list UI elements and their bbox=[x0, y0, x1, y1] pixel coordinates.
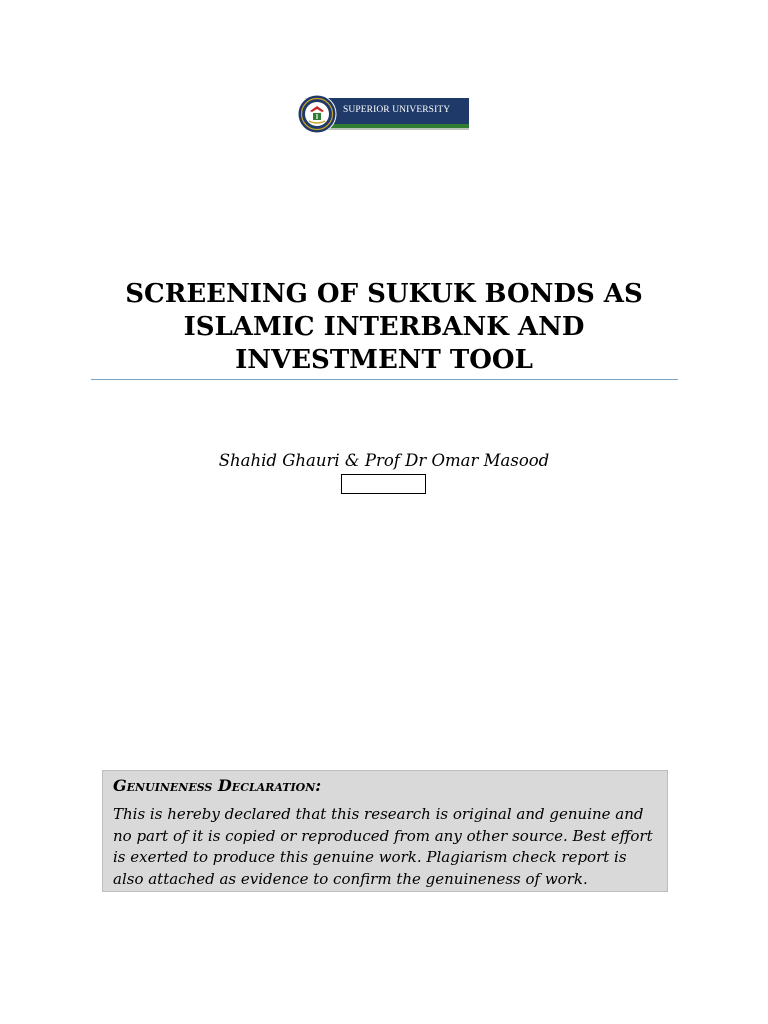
authors-line: Shahid Ghauri & Prof Dr Omar Masood bbox=[218, 451, 550, 470]
empty-text-box bbox=[341, 474, 426, 494]
genuineness-declaration-box bbox=[102, 770, 668, 892]
logo-text: SUPERIOR UNIVERSITY bbox=[343, 105, 451, 115]
declaration-heading: Genuineness Declaration: bbox=[113, 776, 322, 795]
title-divider bbox=[91, 379, 678, 380]
superior-university-logo bbox=[297, 94, 471, 136]
declaration-body: This is hereby declared that this research is original and genuine and no part of it is copied or reproduced from any other source. Best effort is exerted to produce this genuine work. Plagiarism check report is also attached as evidence to confirm the genuineness of work. bbox=[113, 805, 653, 888]
university-seal-icon bbox=[297, 94, 337, 134]
document-title: SCREENING OF SUKUK BONDS AS ISLAMIC INTERBANK AND INVESTMENT TOOL bbox=[125, 279, 643, 375]
